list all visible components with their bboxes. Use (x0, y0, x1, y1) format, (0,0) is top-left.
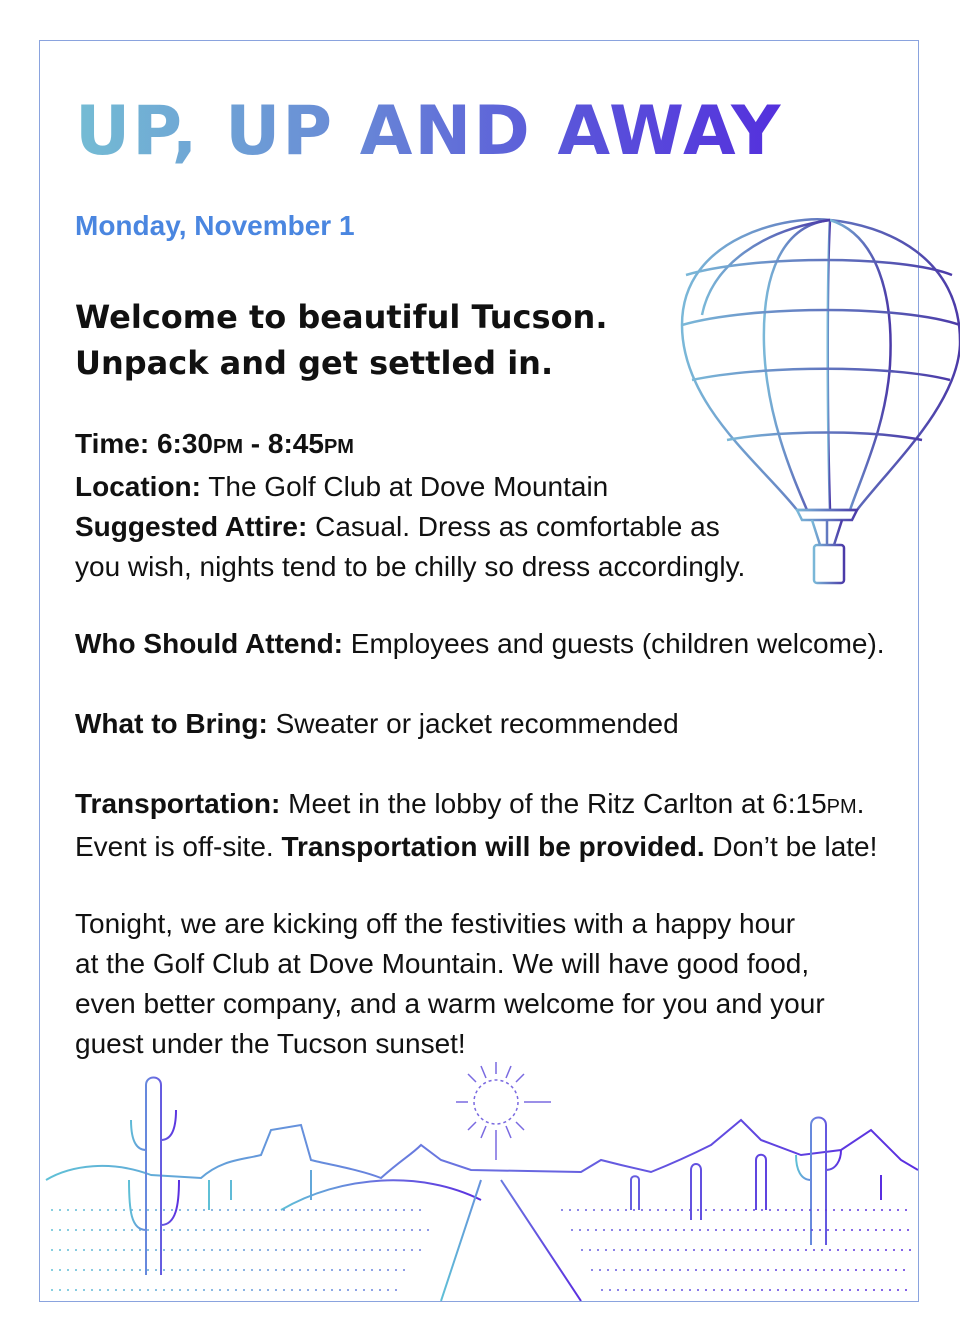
transport-late: Don’t be late! (704, 831, 878, 862)
end-time: 8:45 (267, 428, 324, 459)
location-row (75, 467, 745, 507)
attire-row (75, 507, 745, 547)
who-value: Employees and guests (children welcome). (343, 628, 885, 659)
attire-label: Suggested Attire: (75, 511, 308, 542)
bring-value: Sweater or jacket recommended (267, 708, 679, 739)
desert-landscape-illustration (41, 1060, 918, 1301)
time-separator: - (243, 428, 268, 459)
transport-period: . (856, 788, 865, 819)
cactus-icon (796, 1118, 841, 1246)
attire-value-continued: you wish, nights tend to be chilly so dress accordingly. (75, 551, 746, 582)
transport-label: Transportation: (75, 788, 281, 819)
attire-value: Casual. Dress as comfortable as (307, 511, 720, 542)
transport-row-2 (75, 827, 877, 867)
welcome-line: Welcome to beautiful Tucson. (75, 298, 608, 336)
transport-section (75, 784, 877, 867)
time-label: Time: (75, 428, 150, 459)
location-value: The Golf Club at Dove Mountain (201, 471, 609, 502)
start-time-suffix: PM (213, 436, 243, 458)
paragraph-line: guest under the Tucson sunset! (75, 1028, 466, 1059)
paragraph-line: at the Golf Club at Dove Mountain. We will have good food, (75, 948, 810, 979)
sun-icon (456, 1062, 551, 1160)
transport-value: Meet in the lobby of the Ritz Carlton at 6:15 (280, 788, 827, 819)
transport-offsite: Event is off-site. (75, 831, 282, 862)
bring-row (75, 704, 679, 744)
page-title: UP, UP AND AWAY (75, 92, 783, 171)
description-paragraph (75, 904, 825, 1064)
transport-provided: Transportation will be provided. (281, 831, 705, 862)
location-label: Location: (75, 471, 201, 502)
welcome-heading (75, 294, 607, 386)
who-row (75, 624, 885, 664)
end-time-suffix: PM (323, 436, 354, 458)
bring-label: What to Bring: (75, 708, 268, 739)
start-time: 6:30 (156, 428, 213, 459)
transport-time-suffix: PM (826, 796, 857, 818)
event-date: Monday, November 1 (75, 210, 355, 241)
transport-row (75, 784, 877, 827)
who-label: Who Should Attend: (75, 628, 343, 659)
event-details (75, 424, 745, 587)
welcome-line: Unpack and get settled in. (75, 344, 554, 382)
paragraph-line: Tonight, we are kicking off the festivities with a happy hour (75, 908, 796, 939)
time-row (75, 424, 745, 467)
paragraph-line: even better company, and a warm welcome for you and your (75, 988, 825, 1019)
